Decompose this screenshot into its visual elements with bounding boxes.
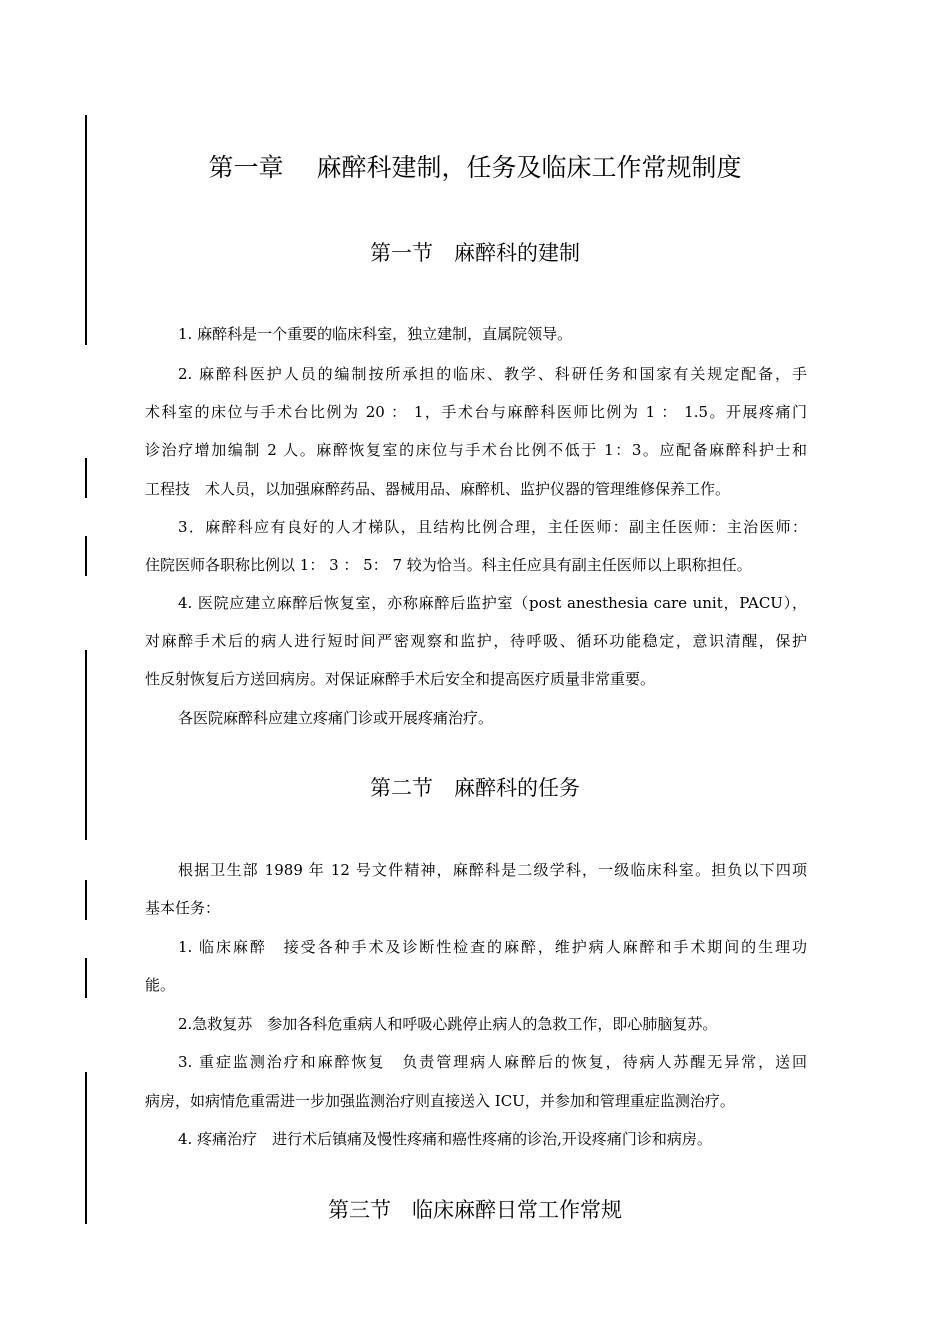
chapter-title: 第一章 麻醉科建制，任务及临床工作常规制度: [208, 153, 742, 182]
section-title: 第一节 麻醉科的建制: [370, 241, 580, 265]
paragraph-line: 1. 麻醉科是一个重要的临床科室，独立建制，直属院领导。: [178, 325, 573, 343]
revision-bar: [85, 650, 87, 840]
section-title: 第三节 临床麻醉日常工作常规: [328, 1198, 622, 1222]
paragraph-line: 病房，如病情危重需进一步加强监测治疗则直接送入 ICU，并参加和管理重症监测治疗。: [145, 1092, 735, 1110]
paragraph-line: 2.急救复苏 参加各科危重病人和呼吸心跳停止病人的急救工作，即心肺脑复苏。: [178, 1015, 718, 1033]
revision-bar: [85, 880, 87, 920]
paragraph-line: 诊治疗增加编制 2 人。麻醉恢复室的床位与手术台比例不低于 1：3。应配备麻醉科护士和: [145, 441, 807, 459]
paragraph-line: 各医院麻醉科应建立疼痛门诊或开展疼痛治疗。: [178, 709, 494, 727]
revision-bar: [85, 958, 87, 998]
paragraph-line: 根据卫生部 1989 年 12 号文件精神，麻醉科是二级学科，一级临床科室。担负以下四项: [178, 861, 807, 879]
paragraph-line: 性反射恢复后方送回病房。对保证麻醉手术后安全和提高医疗质量非常重要。: [145, 670, 656, 688]
paragraph-line: 对麻醉手术后的病人进行短时间严密观察和监护，待呼吸、循环功能稳定，意识清醒，保护: [145, 632, 807, 650]
revision-bar: [85, 458, 87, 498]
paragraph-line: 术科室的床位与手术台比例为 20 ： 1，手术台与麻醉科医师比例为 1 ： 1.5。开展疼痛门: [145, 403, 807, 421]
paragraph-line: 基本任务：: [145, 899, 221, 917]
paragraph-line: 1. 临床麻醉 接受各种手术及诊断性检查的麻醉，维护病人麻醉和手术期间的生理功: [178, 938, 807, 956]
paragraph-line: 4. 疼痛治疗 进行术后镇痛及慢性疼痛和癌性疼痛的诊治,开设疼痛门诊和病房。: [178, 1130, 712, 1148]
paragraph-line: 3．麻醉科应有良好的人才梯队，且结构比例合理，主任医师：副主任医师：主治医师：: [178, 518, 807, 536]
paragraph-line: 2. 麻醉科医护人员的编制按所承担的临床、教学、科研任务和国家有关规定配备，手: [178, 365, 807, 383]
paragraph-line: 4. 医院应建立麻醉后恢复室，亦称麻醉后监护室（post anesthesia care unit，PACU），: [178, 594, 807, 612]
paragraph-line: 能。: [145, 976, 176, 994]
paragraph-line: 住院医师各职称比例以 1： 3 ： 5： 7 较为恰当。科主任应具有副主任医师以上职称担任。: [145, 556, 752, 574]
revision-bar: [85, 536, 87, 576]
paragraph-line: 3. 重症监测治疗和麻醉恢复 负责管理病人麻醉后的恢复，待病人苏醒无异常，送回: [178, 1053, 807, 1071]
paragraph-line: 工程技 术人员，以加强麻醉药品、器械用品、麻醉机、监护仪器的管理维修保养工作。: [145, 480, 731, 498]
section-title: 第二节 麻醉科的任务: [370, 776, 580, 800]
